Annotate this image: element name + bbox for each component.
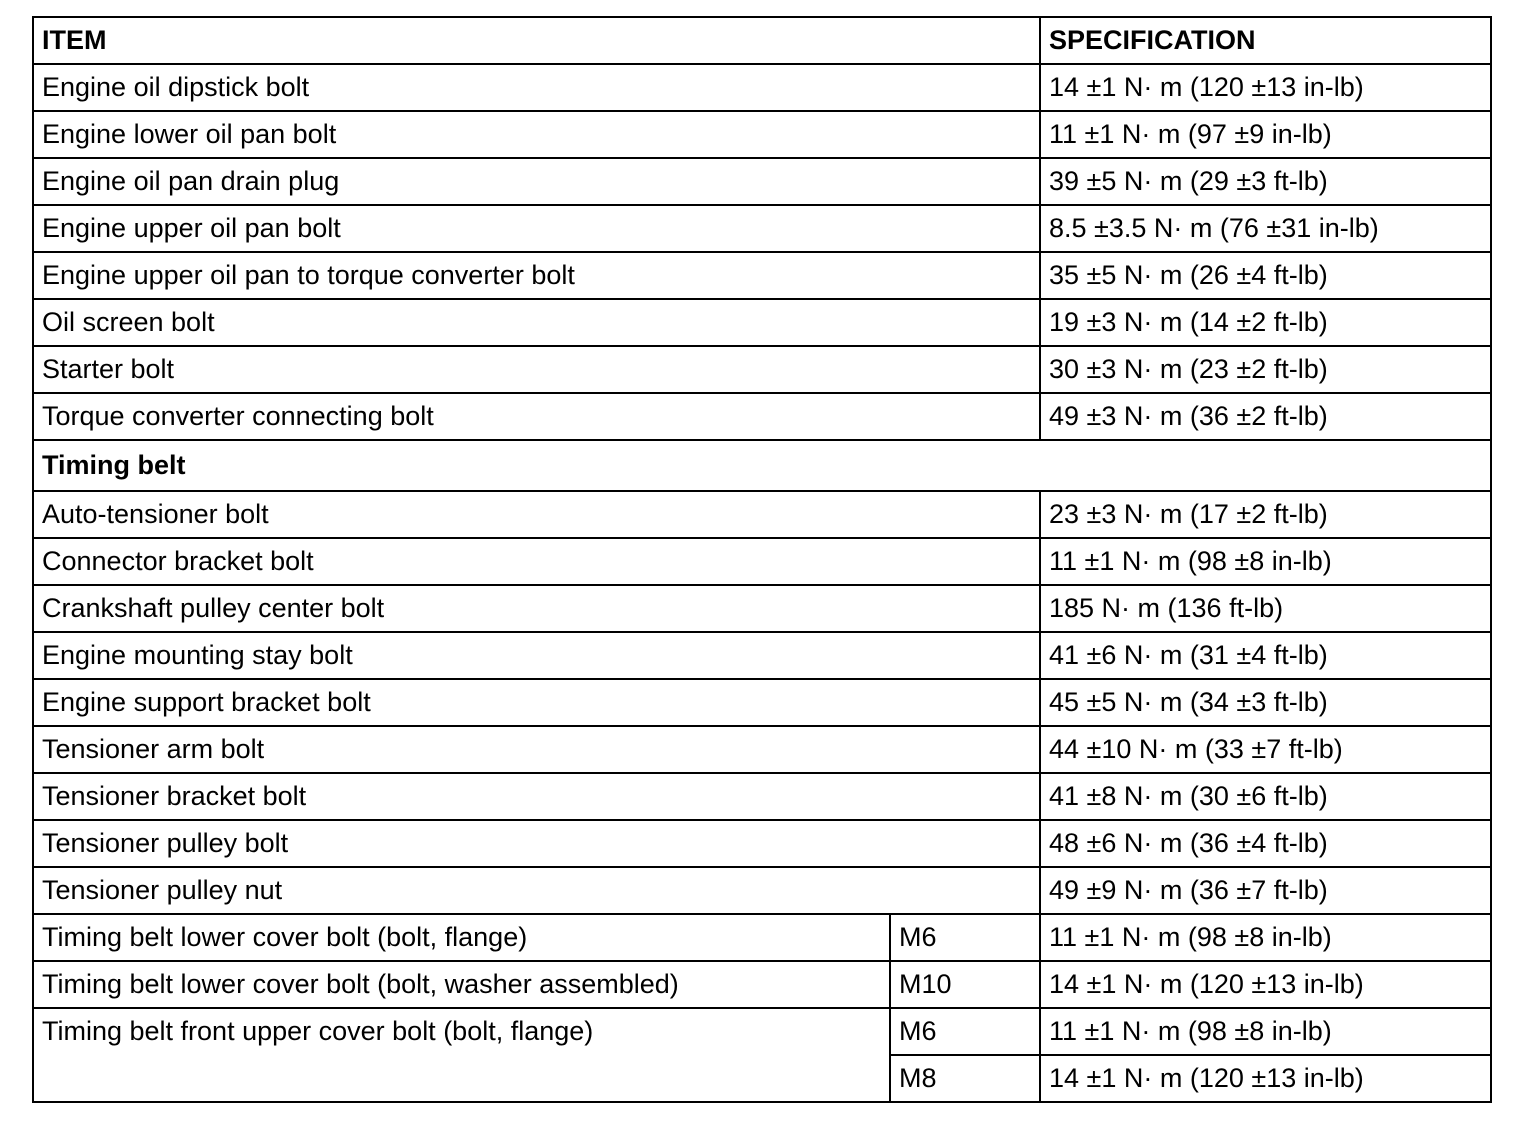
spec-cell: 44 ±10 N· m (33 ±7 ft-lb) bbox=[1040, 726, 1491, 773]
table-row bbox=[33, 632, 1491, 679]
spec-cell: 11 ±1 N· m (97 ±9 in-lb) bbox=[1040, 111, 1491, 158]
spec-cell: 41 ±8 N· m (30 ±6 ft-lb) bbox=[1040, 773, 1491, 820]
item-cell: Engine lower oil pan bolt bbox=[33, 111, 1040, 158]
spec-cell: 23 ±3 N· m (17 ±2 ft-lb) bbox=[1040, 491, 1491, 538]
item-cell: Engine oil dipstick bolt bbox=[33, 64, 1040, 111]
table-row bbox=[33, 867, 1491, 914]
table-row bbox=[33, 961, 1491, 1008]
spec-cell: 8.5 ±3.5 N· m (76 ±31 in-lb) bbox=[1040, 205, 1491, 252]
spec-cell: 11 ±1 N· m (98 ±8 in-lb) bbox=[1040, 914, 1491, 961]
spec-cell: 14 ±1 N· m (120 ±13 in-lb) bbox=[1040, 1055, 1491, 1102]
item-cell: Timing belt lower cover bolt (bolt, flange) bbox=[33, 914, 890, 961]
spec-cell: 49 ±3 N· m (36 ±2 ft-lb) bbox=[1040, 393, 1491, 440]
item-cell: Connector bracket bolt bbox=[33, 538, 1040, 585]
section-title: Timing belt bbox=[33, 440, 1491, 491]
table-row bbox=[33, 773, 1491, 820]
table-row bbox=[33, 346, 1491, 393]
item-cell: Tensioner bracket bolt bbox=[33, 773, 1040, 820]
table-row bbox=[33, 679, 1491, 726]
item-cell: Engine upper oil pan bolt bbox=[33, 205, 1040, 252]
item-cell: Tensioner pulley bolt bbox=[33, 820, 1040, 867]
spec-cell: 19 ±3 N· m (14 ±2 ft-lb) bbox=[1040, 299, 1491, 346]
spec-cell: 49 ±9 N· m (36 ±7 ft-lb) bbox=[1040, 867, 1491, 914]
spec-cell: 185 N· m (136 ft-lb) bbox=[1040, 585, 1491, 632]
table-row bbox=[33, 64, 1491, 111]
table-row bbox=[33, 820, 1491, 867]
spec-cell: 11 ±1 N· m (98 ±8 in-lb) bbox=[1040, 1008, 1491, 1055]
item-cell: Engine support bracket bolt bbox=[33, 679, 1040, 726]
item-cell: Timing belt front upper cover bolt (bolt, flange) bbox=[33, 1008, 890, 1102]
table-header-row bbox=[33, 17, 1491, 64]
specification-table bbox=[32, 16, 1492, 1103]
item-cell: Crankshaft pulley center bolt bbox=[33, 585, 1040, 632]
spec-cell: 39 ±5 N· m (29 ±3 ft-lb) bbox=[1040, 158, 1491, 205]
item-cell: Tensioner pulley nut bbox=[33, 867, 1040, 914]
spec-cell: 35 ±5 N· m (26 ±4 ft-lb) bbox=[1040, 252, 1491, 299]
item-cell: Engine mounting stay bolt bbox=[33, 632, 1040, 679]
item-cell: Timing belt lower cover bolt (bolt, washer assembled) bbox=[33, 961, 890, 1008]
table-row bbox=[33, 158, 1491, 205]
table-row bbox=[33, 538, 1491, 585]
item-cell: Starter bolt bbox=[33, 346, 1040, 393]
table-row bbox=[33, 585, 1491, 632]
header-item: ITEM bbox=[33, 17, 1040, 64]
table-row bbox=[33, 205, 1491, 252]
table-row bbox=[33, 252, 1491, 299]
header-specification: SPECIFICATION bbox=[1040, 17, 1491, 64]
table-row bbox=[33, 914, 1491, 961]
spec-cell: 30 ±3 N· m (23 ±2 ft-lb) bbox=[1040, 346, 1491, 393]
item-cell: Engine upper oil pan to torque converter bolt bbox=[33, 252, 1040, 299]
item-cell: Torque converter connecting bolt bbox=[33, 393, 1040, 440]
table-row bbox=[33, 393, 1491, 440]
item-cell: Engine oil pan drain plug bbox=[33, 158, 1040, 205]
table-row bbox=[33, 1008, 1491, 1055]
section-row-timing-belt bbox=[33, 440, 1491, 491]
size-cell: M6 bbox=[890, 914, 1040, 961]
item-cell: Auto-tensioner bolt bbox=[33, 491, 1040, 538]
spec-cell: 14 ±1 N· m (120 ±13 in-lb) bbox=[1040, 64, 1491, 111]
table-row bbox=[33, 111, 1491, 158]
table-row bbox=[33, 299, 1491, 346]
table-row bbox=[33, 491, 1491, 538]
spec-cell: 41 ±6 N· m (31 ±4 ft-lb) bbox=[1040, 632, 1491, 679]
size-cell: M10 bbox=[890, 961, 1040, 1008]
spec-cell: 48 ±6 N· m (36 ±4 ft-lb) bbox=[1040, 820, 1491, 867]
item-cell: Oil screen bolt bbox=[33, 299, 1040, 346]
item-cell: Tensioner arm bolt bbox=[33, 726, 1040, 773]
table-row bbox=[33, 726, 1491, 773]
size-cell: M8 bbox=[890, 1055, 1040, 1102]
spec-cell: 11 ±1 N· m (98 ±8 in-lb) bbox=[1040, 538, 1491, 585]
size-cell: M6 bbox=[890, 1008, 1040, 1055]
spec-cell: 14 ±1 N· m (120 ±13 in-lb) bbox=[1040, 961, 1491, 1008]
spec-cell: 45 ±5 N· m (34 ±3 ft-lb) bbox=[1040, 679, 1491, 726]
